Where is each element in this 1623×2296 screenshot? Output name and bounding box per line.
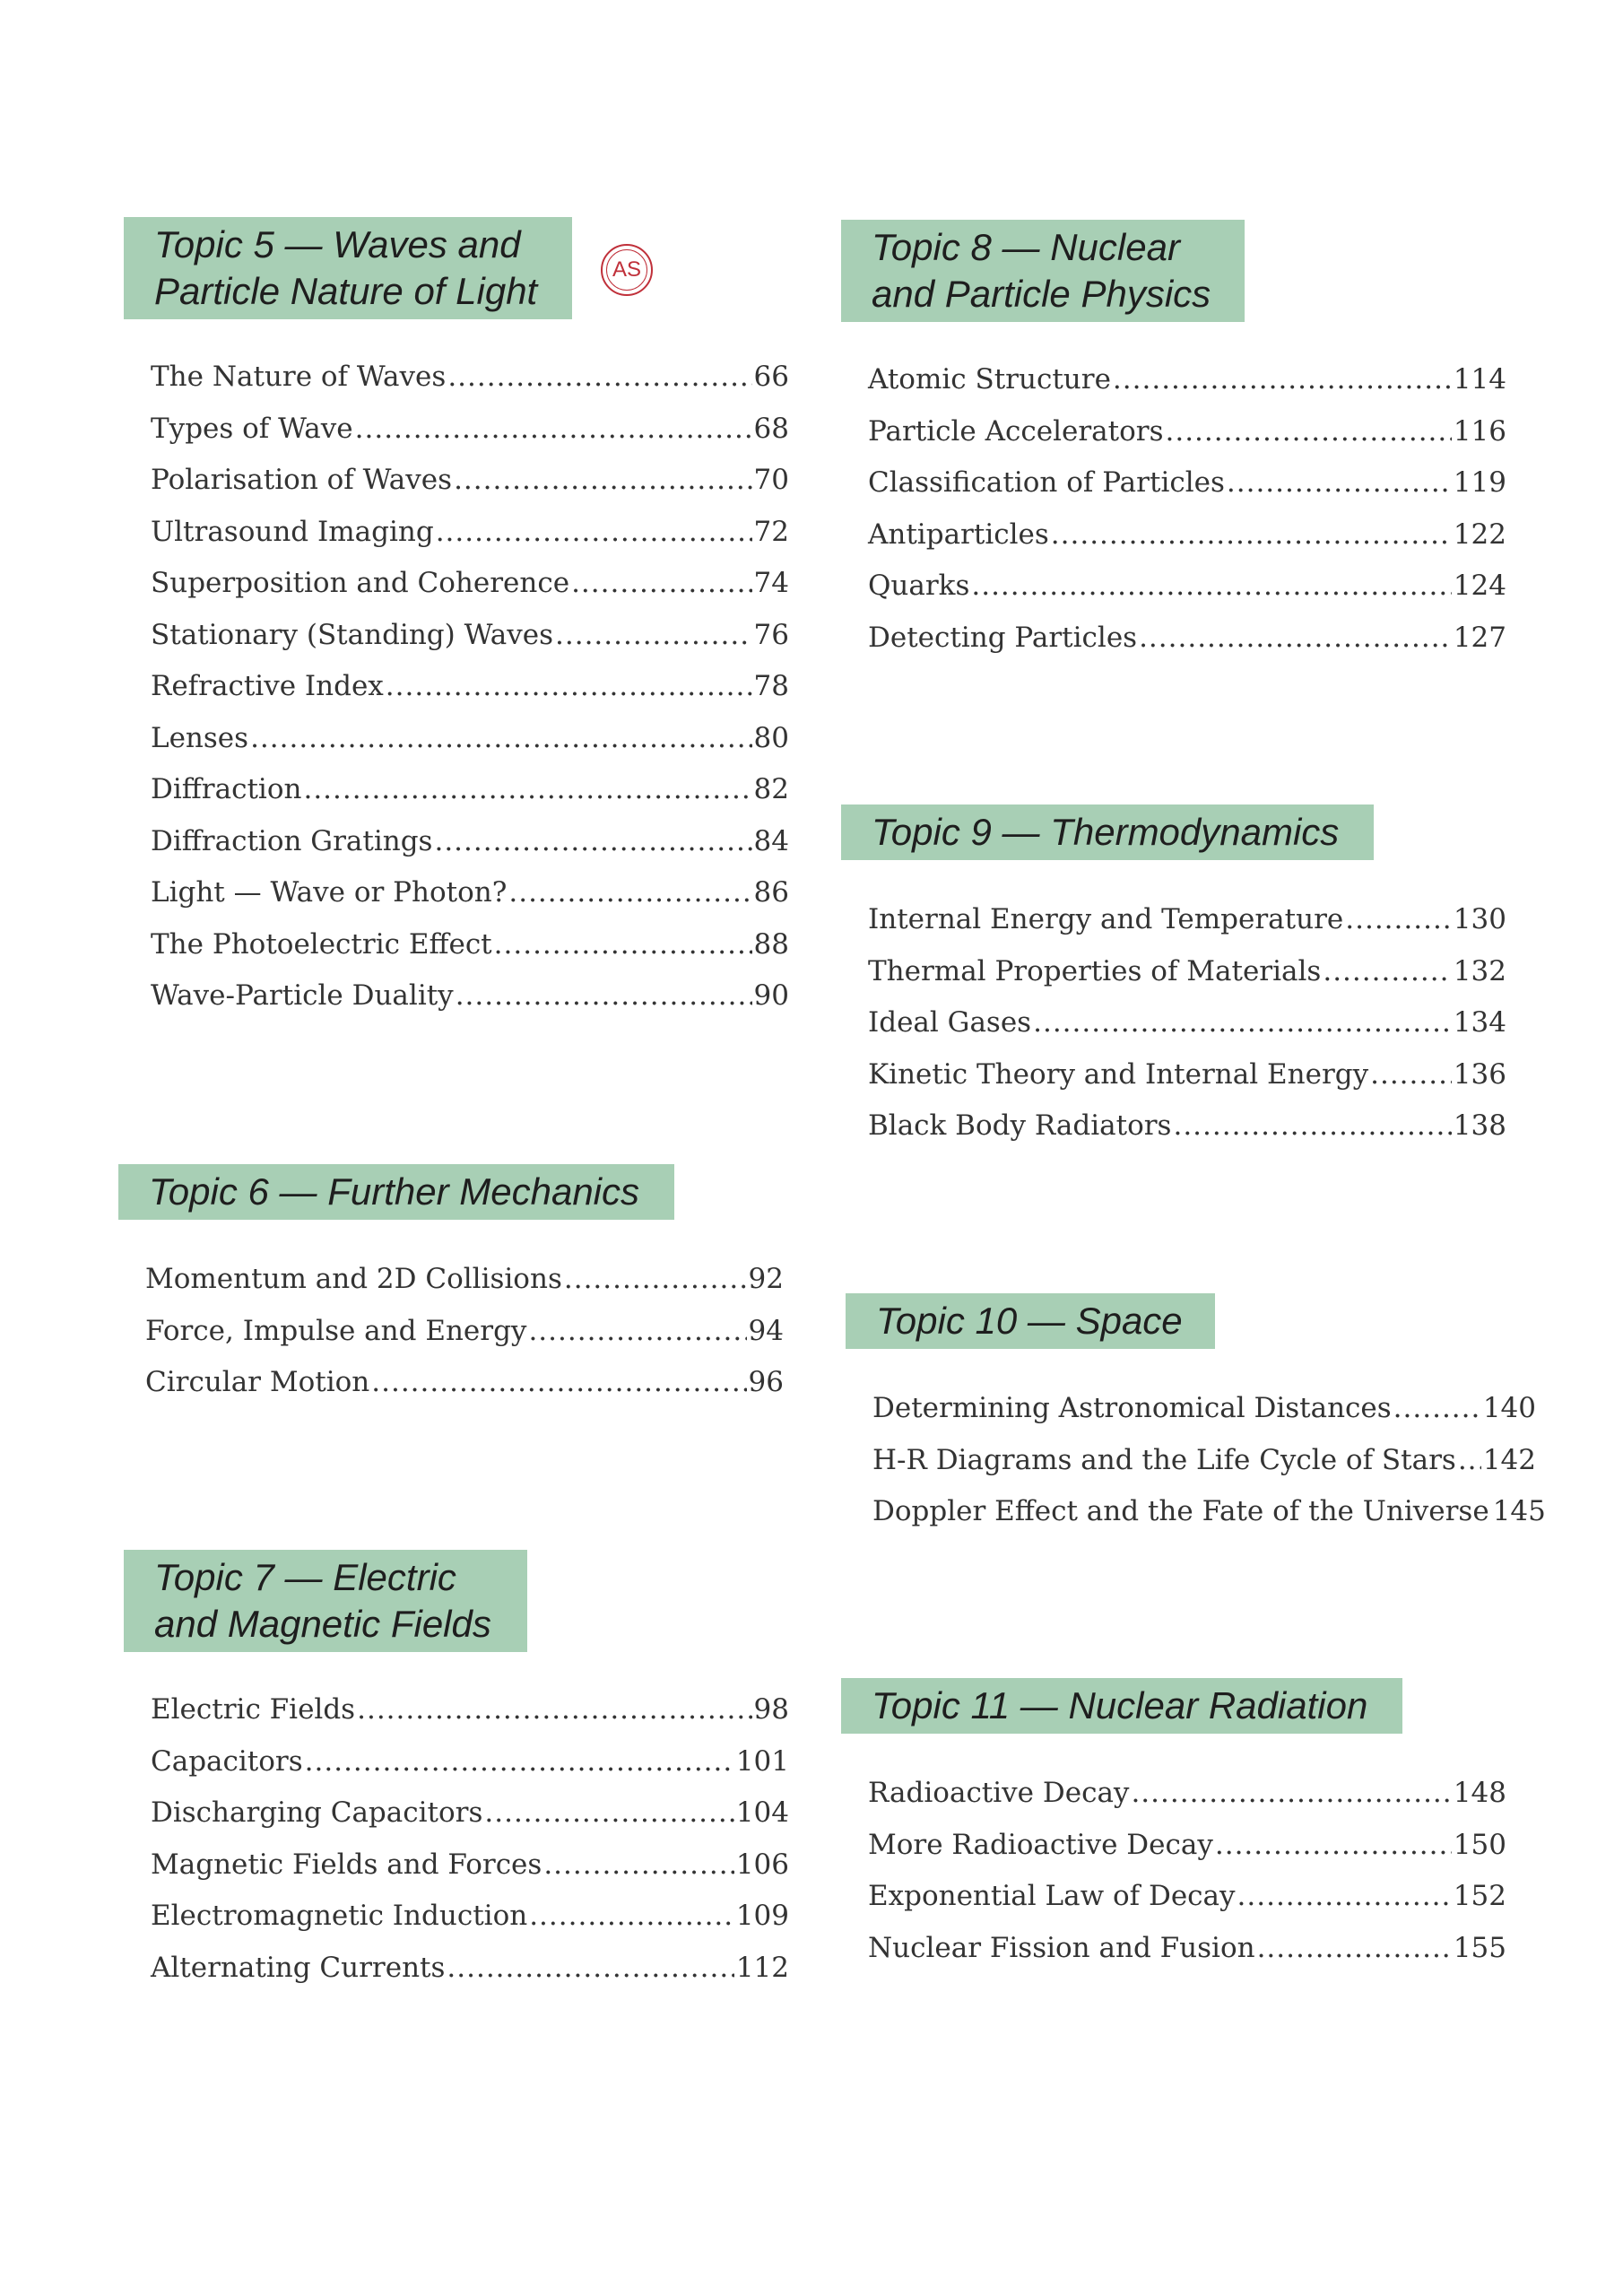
- toc-entry-page: 134: [1453, 1006, 1506, 1039]
- toc-entry-title: More Radioactive Decay: [868, 1828, 1213, 1861]
- toc-entry-page: 72: [753, 515, 789, 548]
- toc-entry-page: 86: [753, 876, 789, 909]
- toc-dot-leader: [529, 1900, 734, 1932]
- toc-dot-leader: [305, 1745, 734, 1778]
- toc-entry-page: 76: [753, 618, 789, 651]
- toc-entry-title: Capacitors: [151, 1744, 303, 1778]
- toc-entry-page: 88: [753, 927, 789, 961]
- toc-entry: [868, 1058, 1506, 1091]
- toc-entry: [151, 1796, 789, 1829]
- toc-entry-title: Refractive Index: [151, 670, 384, 702]
- toc-entry-page: 136: [1453, 1057, 1506, 1091]
- toc-dot-leader: [1458, 1444, 1481, 1476]
- toc-entry-page: 101: [735, 1744, 789, 1778]
- toc-entry-title: Magnetic Fields and Forces: [151, 1848, 542, 1881]
- toc-entry: [151, 1745, 789, 1778]
- toc-entry-page: 130: [1453, 903, 1506, 935]
- as-badge-label: AS: [612, 257, 641, 282]
- toc-entry: [868, 955, 1506, 987]
- toc-entry: [868, 1880, 1506, 1912]
- toc-entry-title: Polarisation of Waves: [151, 464, 453, 496]
- toc-entry: [151, 361, 789, 393]
- toc-entry: [868, 1829, 1506, 1861]
- toc-entry-title: Internal Energy and Temperature: [868, 903, 1344, 935]
- toc-entry-page: 80: [753, 721, 789, 754]
- toc-entry-page: 155: [1453, 1931, 1506, 1964]
- toc-entry-page: 150: [1453, 1828, 1506, 1861]
- toc-entry: [872, 1444, 1536, 1476]
- toc-entry-title: Atomic Structure: [868, 363, 1111, 396]
- toc-entry: [151, 567, 789, 599]
- toc-dot-leader: [371, 1366, 746, 1398]
- toc-entry-page: 127: [1453, 621, 1506, 654]
- toc-entry-page: 96: [748, 1366, 784, 1398]
- toc-entry-title: Doppler Effect and the Fate of the Universe: [872, 1495, 1489, 1527]
- toc-dot-leader: [250, 722, 751, 754]
- toc-entry-title: Classification of Particles: [868, 466, 1225, 499]
- toc-entry-page: 84: [753, 824, 789, 857]
- toc-entry-page: 104: [735, 1796, 789, 1829]
- toc-entry: [868, 622, 1506, 654]
- toc-entry-title: Ideal Gases: [868, 1006, 1032, 1039]
- toc-entry: [868, 1932, 1506, 1964]
- toc-entry-page: 70: [753, 464, 789, 496]
- toc-dot-leader: [1165, 415, 1451, 448]
- toc-entry-title: Radioactive Decay: [868, 1777, 1130, 1809]
- toc-dot-leader: [1227, 466, 1452, 499]
- toc-entry-title: Determining Astronomical Distances: [872, 1392, 1392, 1424]
- toc-entry: [151, 876, 789, 909]
- topic-9-header: [841, 804, 1374, 860]
- toc-entry-title: Force, Impulse and Energy: [145, 1314, 527, 1347]
- topic-10-title: Topic 10 — Space: [876, 1300, 1183, 1342]
- toc-entry-title: Circular Motion: [145, 1366, 370, 1398]
- toc-dot-leader: [447, 361, 751, 393]
- toc-dot-leader: [1033, 1006, 1452, 1039]
- toc-entry-title: Diffraction: [151, 773, 302, 805]
- toc-dot-leader: [456, 979, 752, 1012]
- toc-entry-title: Thermal Properties of Materials: [868, 954, 1322, 987]
- toc-entry-title: Antiparticles: [868, 517, 1049, 551]
- toc-dot-leader: [508, 876, 751, 909]
- toc-entry: [868, 1109, 1506, 1142]
- toc-entry-title: Electric Fields: [151, 1693, 356, 1726]
- toc-entry: [868, 903, 1506, 935]
- toc-dot-leader: [571, 567, 751, 599]
- toc-entry-page: 138: [1453, 1109, 1506, 1142]
- toc-entry: [151, 979, 789, 1012]
- toc-entry-title: Diffraction Gratings: [151, 824, 433, 857]
- toc-entry-title: Stationary (Standing) Waves: [151, 618, 554, 651]
- toc-dot-leader: [434, 825, 751, 857]
- toc-entry-title: Exponential Law of Decay: [868, 1880, 1236, 1912]
- topic-7-title: Topic 7 — Electric and Magnetic Fields: [154, 1556, 491, 1645]
- toc-dot-leader: [447, 1952, 733, 1984]
- toc-entry-title: Black Body Radiators: [868, 1109, 1172, 1142]
- toc-dot-leader: [436, 516, 752, 548]
- toc-entry-title: Discharging Capacitors: [151, 1796, 483, 1829]
- topic-7-header: [124, 1550, 527, 1652]
- toc-entry: [151, 722, 789, 754]
- toc-entry-page: 94: [748, 1314, 784, 1347]
- toc-dot-leader: [1173, 1109, 1451, 1142]
- toc-entry-page: 148: [1453, 1777, 1506, 1809]
- toc-dot-leader: [386, 670, 752, 702]
- toc-entry-title: H-R Diagrams and the Life Cycle of Stars: [872, 1443, 1456, 1476]
- topic-6-header: [118, 1164, 674, 1220]
- toc-entry: [868, 1777, 1506, 1809]
- toc-entry-title: Alternating Currents: [151, 1951, 446, 1984]
- toc-dot-leader: [1131, 1777, 1451, 1809]
- toc-dot-leader: [1323, 955, 1451, 987]
- toc-entry-page: 145: [1492, 1495, 1546, 1527]
- toc-entry: [145, 1263, 784, 1295]
- toc-entry-title: Detecting Particles: [868, 621, 1138, 654]
- toc-entry: [151, 825, 789, 857]
- toc-entry-title: Momentum and 2D Collisions: [145, 1263, 562, 1295]
- toc-entry: [868, 466, 1506, 499]
- toc-entry: [145, 1315, 784, 1347]
- toc-entry-page: 142: [1482, 1443, 1536, 1476]
- toc-entry-page: 124: [1453, 570, 1506, 602]
- toc-dot-leader: [1051, 518, 1452, 551]
- toc-dot-leader: [355, 413, 752, 445]
- toc-entry-title: The Photoelectric Effect: [151, 927, 492, 961]
- toc-entry: [145, 1366, 784, 1398]
- toc-entry: [151, 1900, 789, 1932]
- toc-entry: [151, 928, 789, 961]
- toc-dot-leader: [454, 464, 751, 496]
- toc-entry-title: Electromagnetic Induction: [151, 1900, 528, 1932]
- toc-entry-page: 116: [1453, 414, 1506, 448]
- topic-10-header: [846, 1293, 1215, 1349]
- toc-entry: [872, 1495, 1546, 1527]
- toc-dot-leader: [484, 1796, 733, 1829]
- toc-dot-leader: [1215, 1829, 1452, 1861]
- toc-entry-page: 119: [1453, 466, 1506, 499]
- toc-entry-page: 109: [735, 1900, 789, 1932]
- toc-entry-title: Particle Accelerators: [868, 414, 1164, 448]
- toc-entry-page: 90: [753, 979, 789, 1012]
- toc-dot-leader: [1237, 1880, 1452, 1912]
- topic-11-header: [841, 1678, 1402, 1734]
- topic-11-title: Topic 11 — Nuclear Radiation: [872, 1684, 1368, 1726]
- toc-entry-page: 92: [748, 1263, 784, 1295]
- toc-dot-leader: [555, 619, 752, 651]
- toc-entry-page: 152: [1453, 1880, 1506, 1912]
- toc-dot-leader: [528, 1315, 746, 1347]
- toc-entry: [868, 1006, 1506, 1039]
- topic-9-title: Topic 9 — Thermodynamics: [872, 811, 1340, 853]
- toc-entry-title: Kinetic Theory and Internal Energy: [868, 1057, 1369, 1091]
- toc-entry-title: Types of Wave: [151, 412, 353, 445]
- toc-dot-leader: [971, 570, 1451, 602]
- topic-5-header: [124, 217, 572, 319]
- toc-entry-title: Lenses: [151, 721, 249, 754]
- toc-dot-leader: [1139, 622, 1452, 654]
- toc-dot-leader: [1393, 1392, 1481, 1424]
- toc-dot-leader: [357, 1693, 751, 1726]
- toc-entry-page: 98: [753, 1693, 789, 1726]
- toc-entry: [151, 670, 789, 702]
- toc-entry: [151, 413, 789, 445]
- toc-entry-title: Wave-Particle Duality: [151, 979, 454, 1012]
- toc-entry-page: 82: [753, 773, 789, 805]
- toc-entry: [151, 1952, 789, 1984]
- topic-6-title: Topic 6 — Further Mechanics: [149, 1170, 640, 1213]
- topic-8-header: [841, 220, 1245, 322]
- toc-entry-page: 66: [753, 361, 789, 393]
- toc-entry-title: Nuclear Fission and Fusion: [868, 1931, 1255, 1964]
- toc-entry-page: 74: [753, 567, 789, 599]
- toc-entry-title: The Nature of Waves: [151, 361, 447, 393]
- toc-dot-leader: [564, 1263, 747, 1295]
- toc-dot-leader: [543, 1848, 734, 1881]
- toc-entry: [868, 570, 1506, 602]
- toc-entry-page: 78: [753, 670, 789, 702]
- toc-dot-leader: [303, 773, 751, 805]
- toc-entry-page: 114: [1453, 363, 1506, 396]
- toc-entry-title: Light — Wave or Photon?: [151, 876, 508, 909]
- toc-entry: [151, 619, 789, 651]
- toc-entry: [151, 516, 789, 548]
- toc-dot-leader: [1345, 903, 1452, 935]
- toc-entry: [872, 1392, 1536, 1424]
- toc-dot-leader: [1257, 1932, 1452, 1964]
- as-badge: [601, 244, 653, 296]
- toc-entry-page: 112: [735, 1951, 789, 1984]
- toc-entry-page: 122: [1453, 517, 1506, 551]
- toc-dot-leader: [1370, 1058, 1452, 1091]
- toc-entry: [868, 363, 1506, 396]
- toc-entry-page: 140: [1482, 1392, 1536, 1424]
- toc-entry-title: Quarks: [868, 570, 970, 602]
- toc-entry: [151, 1693, 789, 1726]
- toc-dot-leader: [494, 928, 752, 961]
- toc-entry-page: 68: [753, 412, 789, 445]
- toc-entry: [868, 415, 1506, 448]
- toc-dot-leader: [1113, 363, 1452, 396]
- toc-entry: [151, 1848, 789, 1881]
- topic-5-title: Topic 5 — Waves and Particle Nature of Light: [154, 223, 538, 312]
- toc-entry: [151, 773, 789, 805]
- topic-8-title: Topic 8 — Nuclear and Particle Physics: [872, 226, 1211, 315]
- toc-entry-page: 106: [735, 1848, 789, 1881]
- toc-entry: [151, 464, 789, 496]
- toc-entry-title: Ultrasound Imaging: [151, 515, 434, 548]
- toc-entry-title: Superposition and Coherence: [151, 567, 570, 599]
- toc-entry: [868, 518, 1506, 551]
- toc-entry-page: 132: [1453, 954, 1506, 987]
